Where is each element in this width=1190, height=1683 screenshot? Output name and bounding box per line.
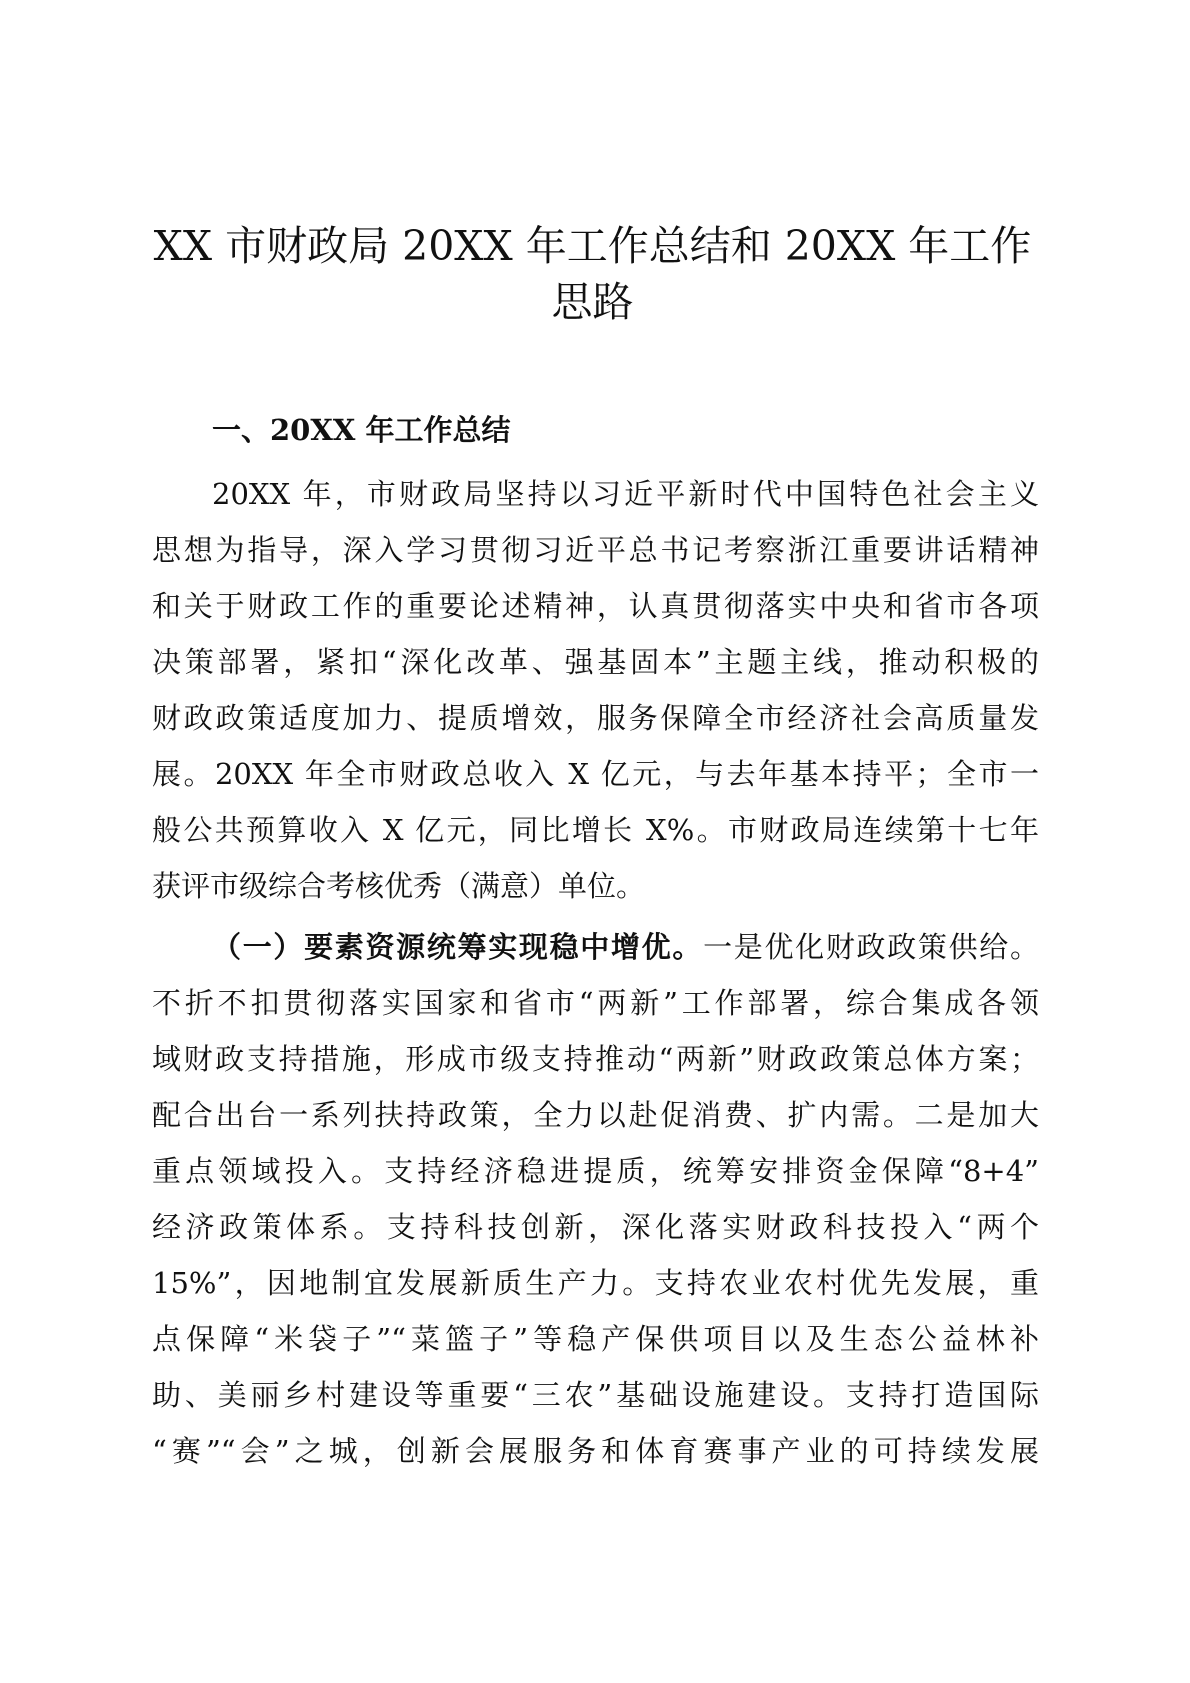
paragraph-line: 15%”，因地制宜发展新质生产力。支持农业农村优先发展，重 (152, 1266, 1039, 1300)
paragraph-line-text: 一是优化财政政策供给。 (703, 930, 1039, 964)
paragraph-line: 决策部署，紧扣“深化改革、强基固本”主题主线，推动积极的 (152, 645, 1039, 679)
title-line-1: XX 市财政局 20XX 年工作总结和 20XX 年工作 (153, 222, 1032, 270)
paragraph-line: 助、美丽乡村建设等重要“三农”基础设施建设。支持打造国际 (152, 1378, 1039, 1412)
paragraph-resources (152, 919, 1039, 1479)
paragraph-line: 思想为指导，深入学习贯彻习近平总书记考察浙江重要讲话精神 (152, 533, 1039, 567)
paragraph-line: 域财政支持措施，形成市级支持推动“两新”财政政策总体方案； (152, 1042, 1039, 1076)
paragraph-line-first (152, 919, 1039, 975)
paragraph-line: “赛”“会”之城，创新会展服务和体育赛事产业的可持续发展 (152, 1434, 1039, 1468)
paragraph-line: 20XX 年，市财政局坚持以习近平新时代中国特色社会主义 (212, 477, 1039, 511)
paragraph-line: 重点领域投入。支持经济稳进提质，统筹安排资金保障“8+4” (152, 1154, 1039, 1188)
subsection-heading: （一）要素资源统筹实现稳中增优。 (212, 930, 704, 964)
paragraph-line: 点保障“米袋子”“菜篮子”等稳产保供项目以及生态公益林补 (152, 1322, 1039, 1356)
paragraph-line: 展。20XX 年全市财政总收入 X 亿元，与去年基本持平；全市一 (152, 757, 1039, 791)
paragraph-line: 获评市级综合考核优秀（满意）单位。 (152, 869, 646, 903)
paragraph-line: 不折不扣贯彻落实国家和省市“两新”工作部署，综合集成各领 (152, 986, 1039, 1020)
paragraph-line: 般公共预算收入 X 亿元，同比增长 X%。市财政局连续第十七年 (152, 813, 1039, 847)
paragraph-line: 配合出台一系列扶持政策，全力以赴促消费、扩内需。二是加大 (152, 1098, 1039, 1132)
title-line-2: 思路 (551, 278, 634, 326)
paragraph-summary (152, 466, 1039, 914)
paragraph-line: 财政政策适度加力、提质增效，服务保障全市经济社会高质量发 (152, 701, 1039, 735)
paragraph-line: 经济政策体系。支持科技创新，深化落实财政科技投入“两个 (152, 1210, 1039, 1244)
paragraph-line: 和关于财政工作的重要论述精神，认真贯彻落实中央和省市各项 (152, 589, 1039, 623)
section-heading: 一、20XX 年工作总结 (212, 413, 511, 447)
document-title (140, 218, 1045, 330)
